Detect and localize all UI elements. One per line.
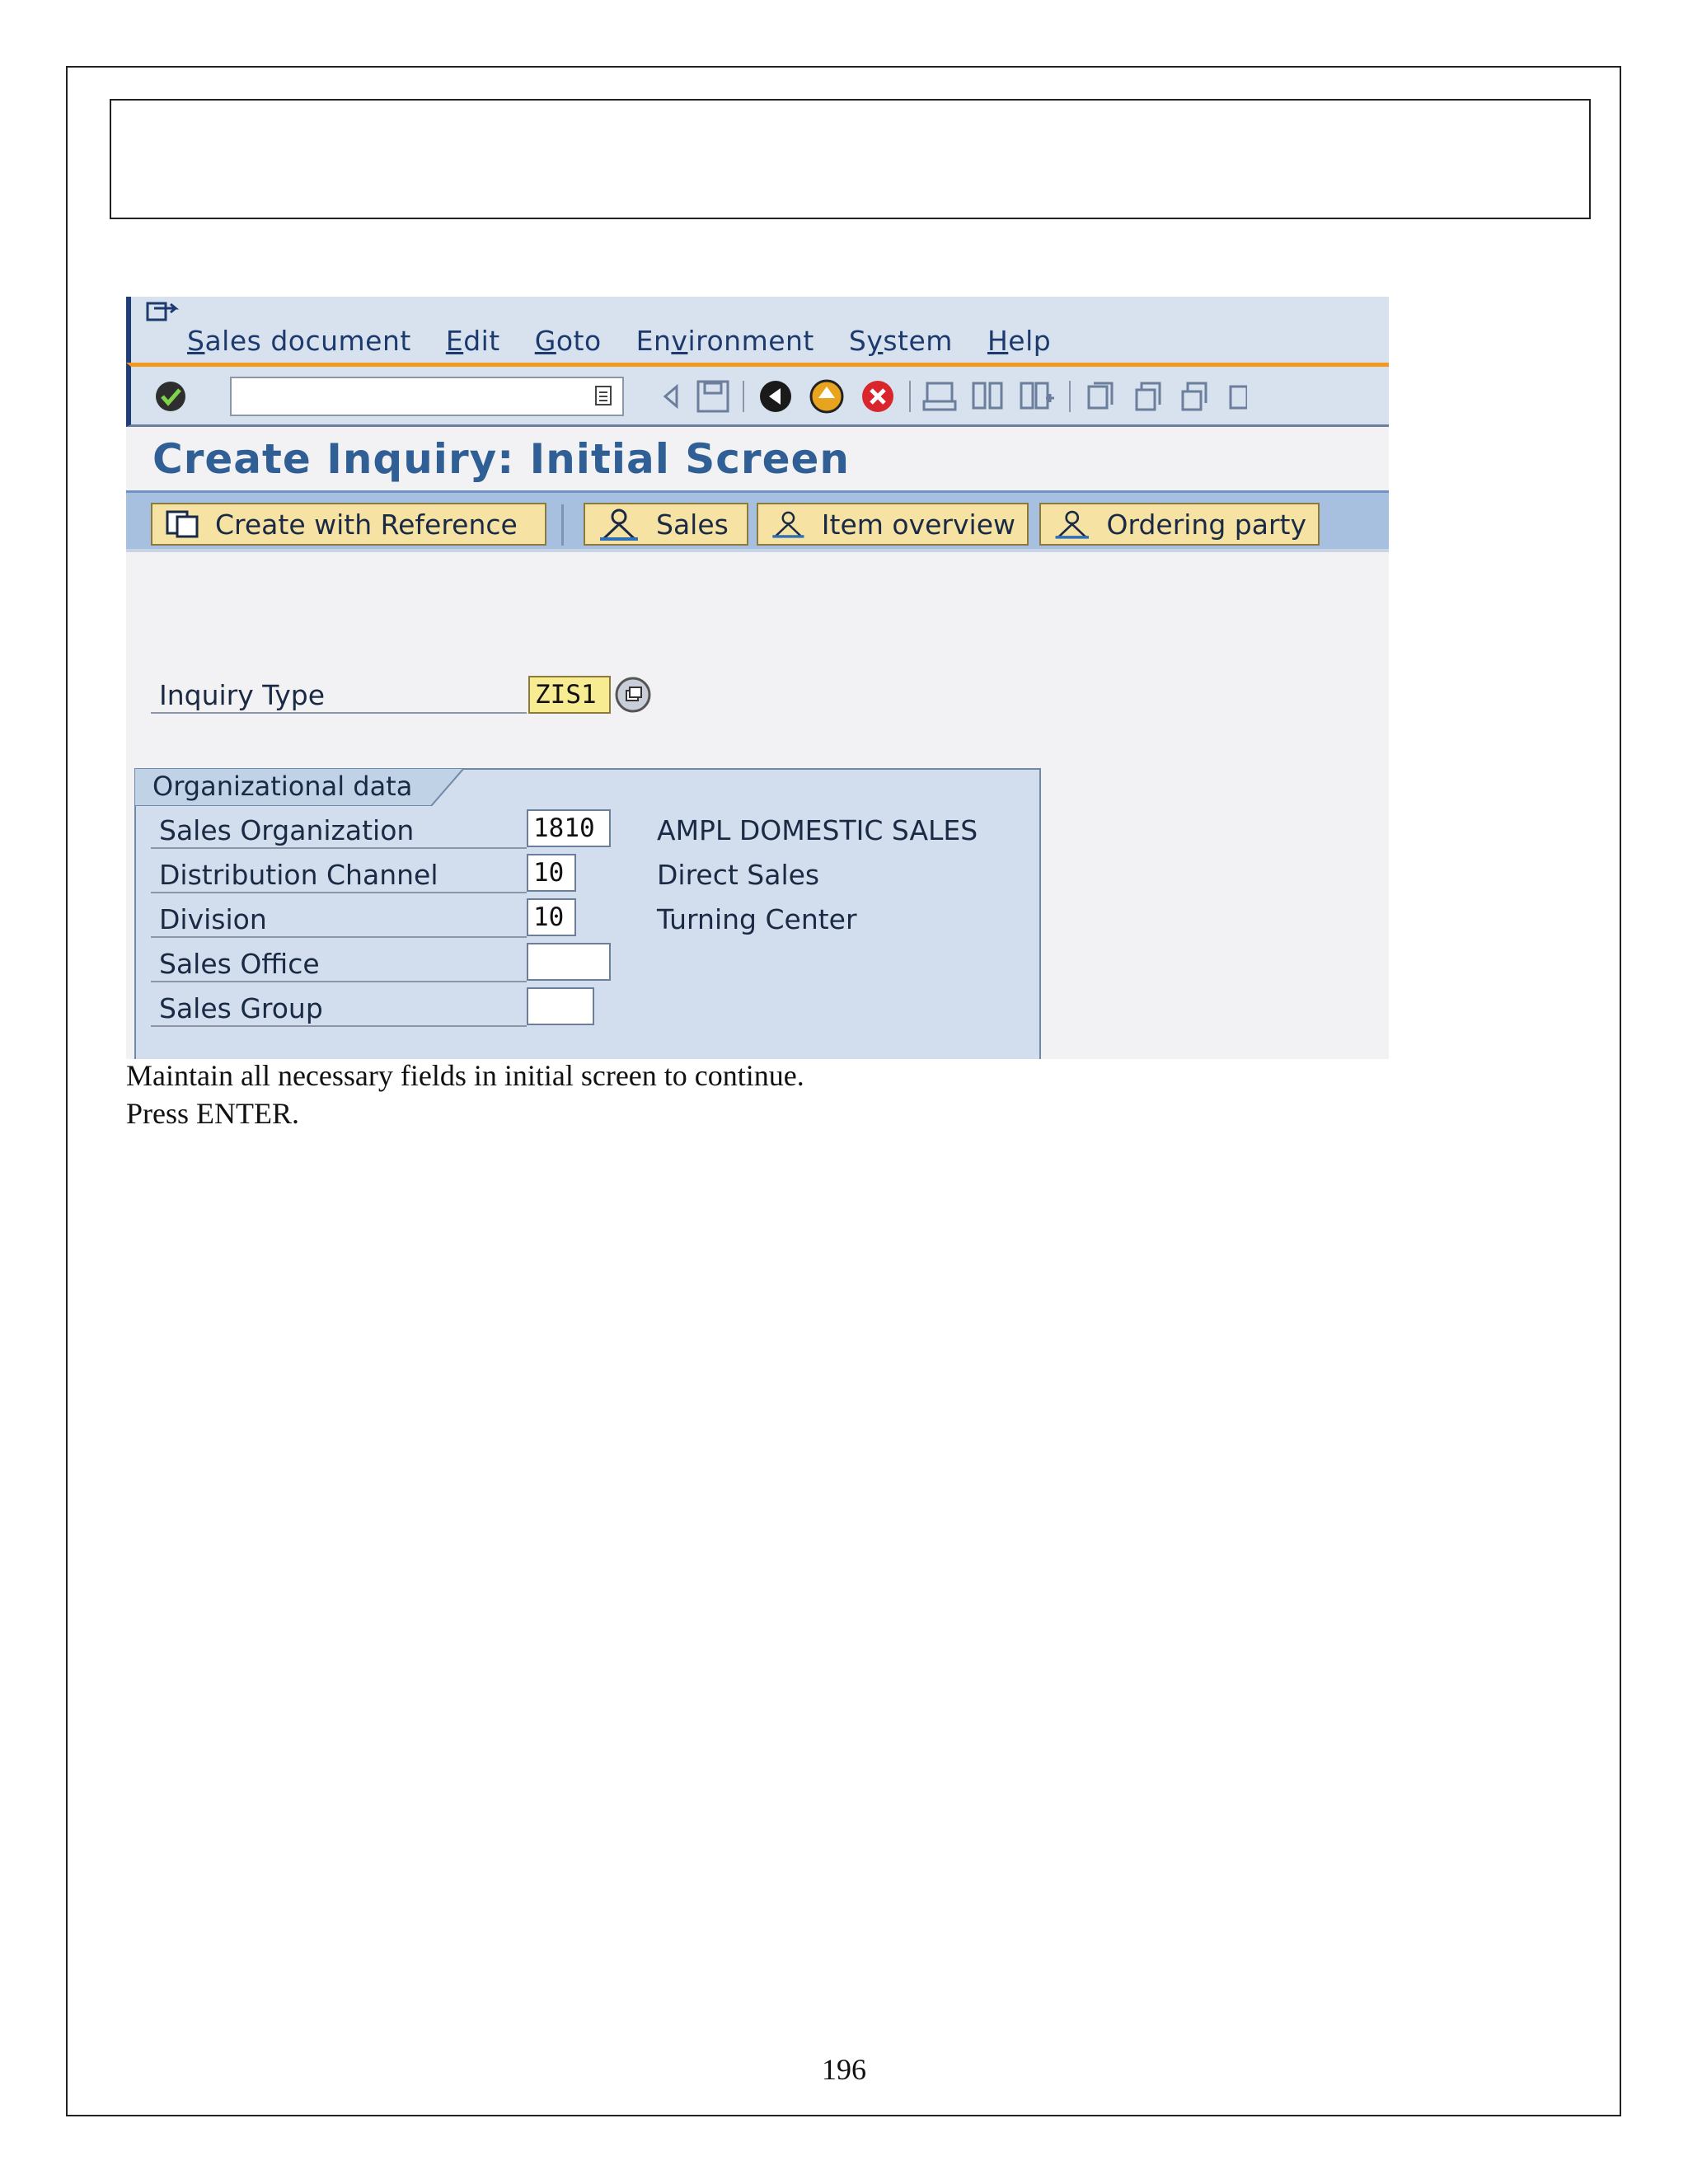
header-box [110, 99, 1591, 219]
command-field[interactable] [230, 377, 624, 416]
distribution-channel-label: Distribution Channel [159, 859, 438, 891]
toolbar-separator [561, 504, 564, 546]
value-help-icon[interactable] [612, 676, 654, 714]
enter-check-icon[interactable] [152, 378, 189, 415]
sales-group-input[interactable] [527, 987, 594, 1025]
create-with-reference-button[interactable] [151, 503, 546, 546]
instruction-line-2: Press ENTER. [126, 1097, 299, 1130]
instruction-line-1: Maintain all necessary fields in initial screen to continue. [126, 1059, 804, 1092]
person-icon [770, 508, 807, 541]
arrow-left-icon[interactable] [659, 380, 683, 413]
find-next-icon[interactable] [1018, 380, 1057, 413]
sales-label: Sales [656, 508, 729, 541]
item-overview-button[interactable] [757, 503, 1029, 546]
sales-organization-description: AMPL DOMESTIC SALES [657, 814, 978, 846]
menu-environment[interactable]: Environment [635, 325, 814, 357]
sales-office-input[interactable] [527, 943, 611, 981]
sales-group-label: Sales Group [159, 992, 323, 1024]
inquiry-type-input[interactable]: ZIS1 [528, 676, 611, 714]
sales-organization-input[interactable]: 1810 [527, 809, 611, 847]
menu-sales-document[interactable]: Sales document [187, 325, 411, 357]
menu-system[interactable]: System [848, 325, 953, 357]
save-icon[interactable] [695, 380, 731, 413]
next-page-icon[interactable] [1178, 380, 1214, 413]
last-page-icon[interactable] [1226, 380, 1247, 413]
page-title: Create Inquiry: Initial Screen [152, 435, 850, 483]
cancel-icon[interactable] [858, 378, 898, 415]
create-with-reference-label: Create with Reference [215, 508, 518, 541]
menu-goto[interactable]: Goto [534, 325, 602, 357]
exit-icon[interactable] [807, 378, 846, 415]
ordering-party-label: Ordering party [1106, 508, 1306, 541]
ordering-party-button[interactable] [1039, 503, 1320, 546]
command-history-icon[interactable] [594, 385, 612, 406]
print-icon[interactable] [922, 380, 959, 413]
inquiry-type-label: Inquiry Type [159, 679, 326, 711]
standard-toolbar [126, 363, 1389, 427]
sales-office-label: Sales Office [159, 948, 320, 980]
distribution-channel-description: Direct Sales [657, 859, 820, 891]
application-toolbar [126, 493, 1389, 552]
previous-page-icon[interactable] [1130, 380, 1166, 413]
person-icon [1053, 508, 1091, 541]
person-icon [597, 508, 641, 541]
sales-button[interactable] [584, 503, 748, 546]
menu-bar [126, 297, 1389, 363]
menu-help[interactable]: Help [987, 325, 1052, 357]
menu-edit[interactable]: Edit [445, 325, 500, 357]
division-label: Division [159, 903, 267, 935]
find-icon[interactable] [970, 380, 1006, 413]
sales-organization-label: Sales Organization [159, 814, 415, 846]
group-title: Organizational data [152, 771, 413, 802]
copy-document-icon [164, 510, 200, 538]
first-page-icon[interactable] [1082, 380, 1118, 413]
title-bar [126, 427, 1389, 493]
division-input[interactable]: 10 [527, 898, 576, 936]
item-overview-label: Item overview [821, 508, 1015, 541]
distribution-channel-input[interactable]: 10 [527, 854, 576, 892]
sap-screenshot [126, 297, 1389, 1059]
menu-pointer-icon[interactable] [146, 300, 179, 325]
division-description: Turning Center [657, 903, 857, 935]
page-number: 196 [822, 2053, 866, 2086]
back-icon[interactable] [756, 378, 795, 415]
